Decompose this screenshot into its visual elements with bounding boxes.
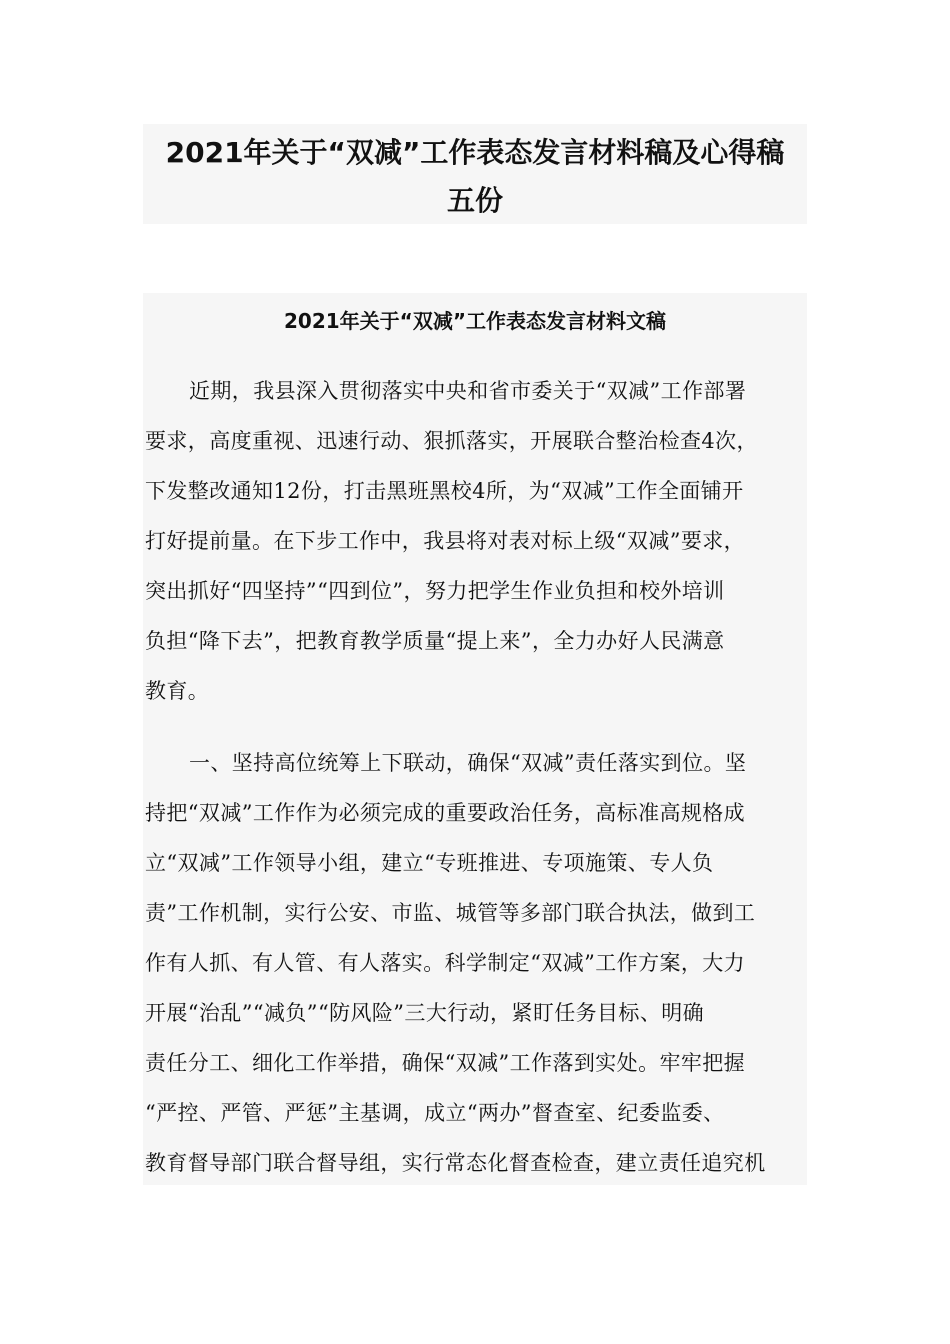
- paragraph-1-line: 要求，高度重视、迅速行动、狠抓落实，开展联合整治检查4次，: [145, 429, 758, 453]
- paragraph-2-line: 一、坚持高位统筹上下联动，确保“双减”责任落实到位。坚: [189, 751, 747, 775]
- paragraph-2-line: 作有人抓、有人管、有人落实。科学制定“双减”工作方案，大力: [145, 951, 746, 975]
- paragraph-2-line: 责任分工、细化工作举措，确保“双减”工作落到实处。牢牢把握: [145, 1051, 746, 1075]
- paragraph-2-line: 持把“双减”工作作为必须完成的重要政治任务，高标准高规格成: [145, 801, 746, 825]
- paragraph-1-line: 近期，我县深入贯彻落实中央和省市委关于“双减”工作部署: [189, 379, 747, 403]
- paragraph-1-line: 负担“降下去”，把教育教学质量“提上来”，全力办好人民满意: [145, 629, 725, 653]
- document-body: [143, 293, 807, 1185]
- document-title: [143, 124, 807, 224]
- paragraph-1-line: 教育。: [145, 679, 210, 703]
- section-subtitle: 2021年关于“双减”工作表态发言材料文稿: [284, 309, 666, 333]
- title-line-2: 五份: [446, 184, 503, 217]
- paragraph-2-line: 立“双减”工作领导小组，建立“专班推进、专项施策、专人负: [145, 851, 714, 875]
- paragraph-2-line: 责”工作机制，实行公安、市监、城管等多部门联合执法，做到工: [145, 901, 756, 925]
- paragraph-2-line: 开展“治乱”“减负”“防风险”三大行动，紧盯任务目标、明确: [145, 1001, 705, 1025]
- paragraph-1-line: 下发整改通知12份，打击黑班黑校4所，为“双减”工作全面铺开: [145, 479, 744, 503]
- paragraph-2-line: “严控、严管、严惩”主基调，成立“两办”督查室、纪委监委、: [145, 1101, 725, 1125]
- title-line-1: 2021年关于“双减”工作表态发言材料稿及心得稿: [165, 136, 785, 169]
- paragraph-2-line: 教育督导部门联合督导组，实行常态化督查检查，建立责任追究机: [145, 1151, 766, 1175]
- paragraph-1-line: 打好提前量。在下步工作中，我县将对表对标上级“双减”要求，: [145, 529, 746, 553]
- paragraph-1-line: 突出抓好“四坚持”“四到位”，努力把学生作业负担和校外培训: [145, 579, 725, 603]
